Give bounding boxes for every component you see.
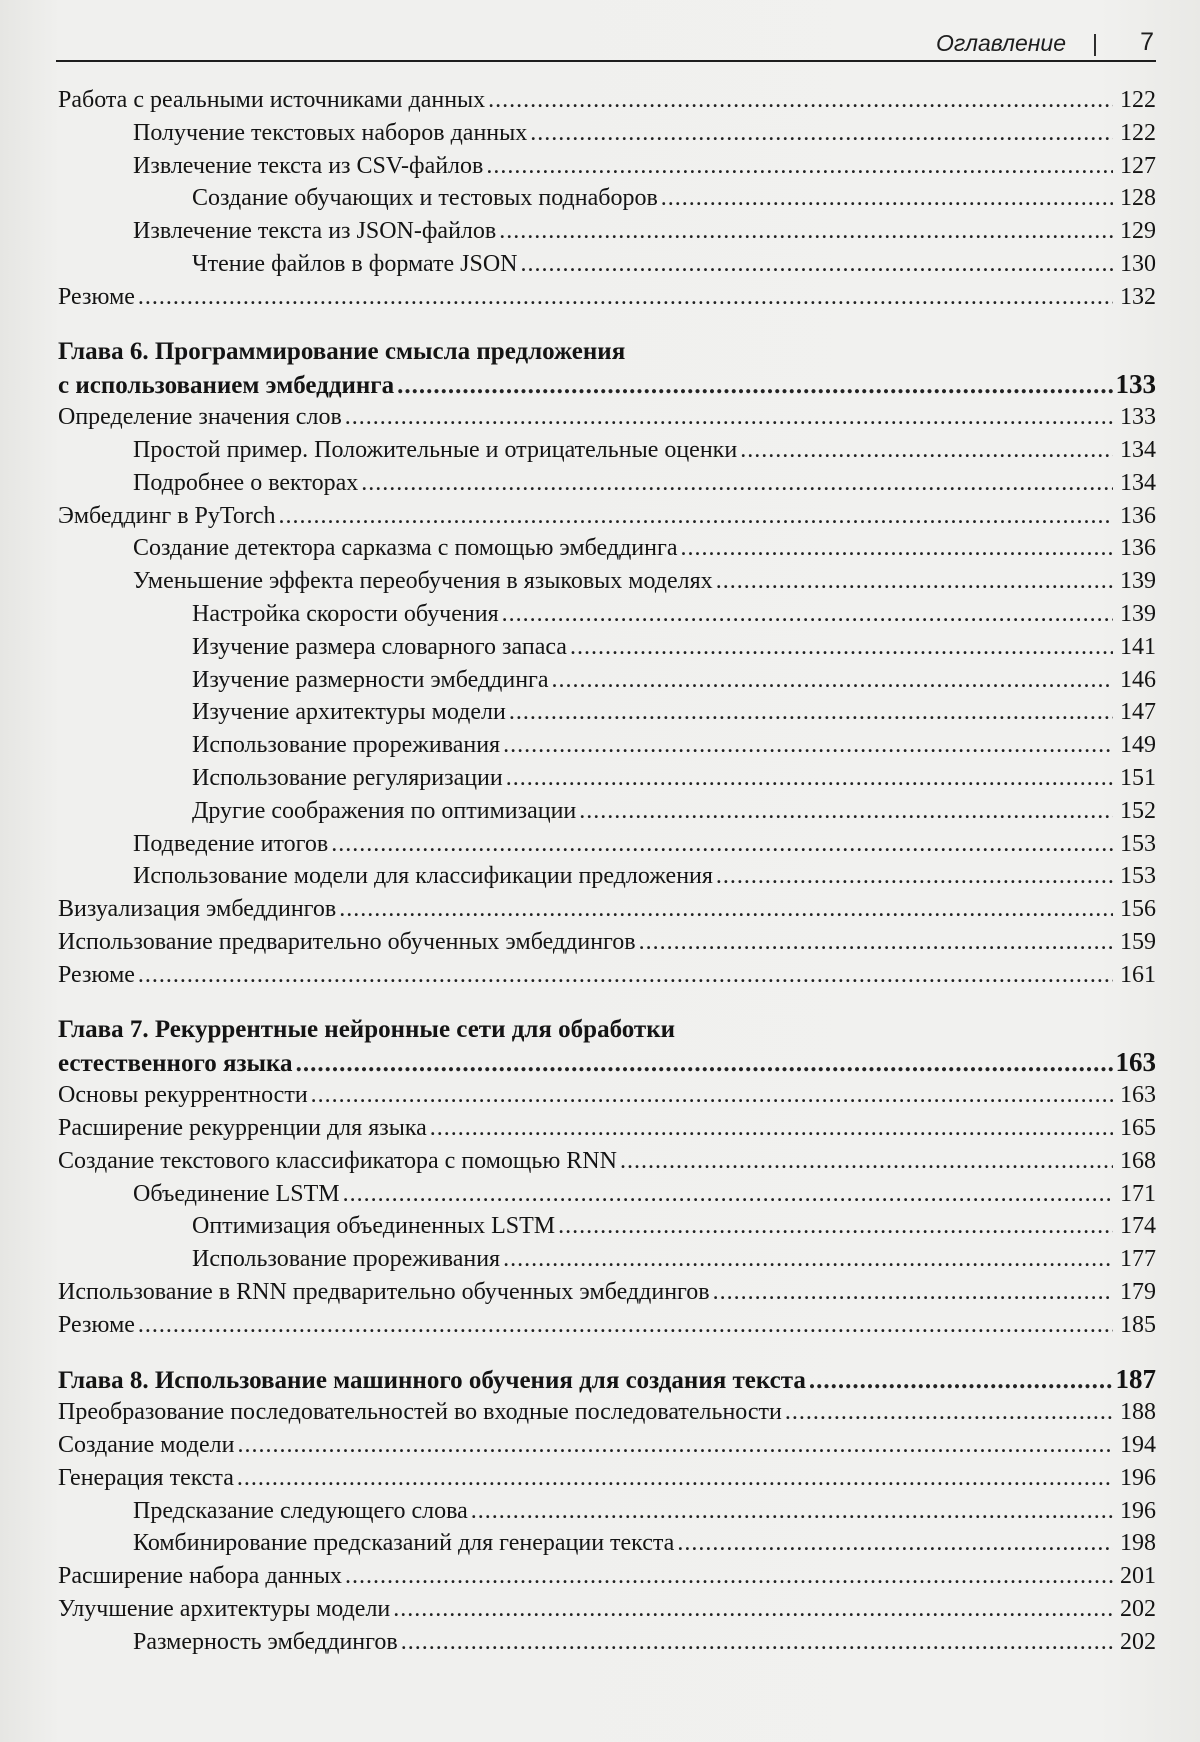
toc-leader-dots [345,401,1113,434]
toc-entry [58,926,1156,959]
toc-page-number: 188 [1120,1399,1156,1426]
toc-entry-title: Расширение рекурренции для языка [58,1114,427,1141]
toc-entry-title: Изучение архитектуры модели [192,699,506,726]
toc-entry-title: Расширение набора данных [58,1563,343,1590]
toc-entry-title: Использование предварительно обученных эмбеддингов [58,928,636,955]
toc-entry-title: Простой пример. Положительные и отрицательные оценки [133,436,738,463]
toc-entry-title: Настройка скорости обучения [192,600,499,627]
toc-entry [58,565,1156,598]
toc-page-number: 168 [1120,1147,1156,1174]
toc-page-number: 139 [1120,568,1156,595]
toc-leader-dots [809,1365,1113,1398]
toc-leader-dots [237,1429,1113,1462]
toc-entry [58,1112,1156,1145]
toc-leader-dots [681,532,1114,565]
toc-entry [58,1560,1156,1593]
toc-entry-title: Извлечение текста из JSON-файлов [133,218,497,245]
toc-entry-title: Создание модели [58,1432,235,1459]
toc-page-number: 202 [1120,1628,1156,1655]
toc-leader-dots [509,696,1113,729]
table-of-contents [58,84,1156,1659]
toc-page-number: 127 [1120,152,1156,179]
toc-entry-title: Изучение размерности эмбеддинга [192,666,549,693]
toc-entry [58,1429,1156,1462]
toc-entry-title: Другие соображения по оптимизации [192,797,577,824]
toc-entry-title: Объединение LSTM [133,1180,340,1207]
toc-page-number: 139 [1120,600,1156,627]
toc-entry [58,281,1156,314]
toc-page-number: 136 [1120,535,1156,562]
toc-entry [58,1243,1156,1276]
toc-page-number: 134 [1120,469,1156,496]
toc-entry-title: Работа с реальными источниками данных [58,87,486,113]
toc-leader-dots [785,1396,1113,1429]
toc-page-number: 201 [1120,1563,1156,1590]
toc-chapter-title: Глава 7. Рекуррентные нейронные сети для обработки [58,1015,676,1043]
toc-entry-title: Улучшение архитектуры модели [58,1596,391,1623]
toc-leader-dots [521,248,1114,281]
toc-entry-title: Использование модели для классификации предложения [133,863,713,890]
toc-chapter-title: Глава 6. Программирование смысла предложения [58,337,626,365]
toc-page-number: 202 [1120,1596,1156,1623]
toc-entry-title: Визуализация эмбеддингов [58,896,337,923]
toc-leader-dots [530,117,1113,150]
toc-page-number: 165 [1120,1114,1156,1141]
toc-entry [58,84,1156,117]
toc-page-number: 187 [1115,1364,1156,1395]
toc-page-number: 156 [1120,896,1156,923]
toc-entry-title: Предсказание следующего слова [133,1497,468,1524]
toc-entry [58,1626,1156,1659]
toc-leader-dots [471,1495,1113,1528]
toc-entry [58,500,1156,533]
toc-entry-title: Использование в RNN предварительно обученных эмбеддингов [58,1278,710,1305]
toc-entry [58,117,1156,150]
toc-entry-title: Преобразование последовательностей во входные последовательности [58,1399,782,1426]
toc-leader-dots [401,1626,1113,1659]
toc-entry-title: Изучение размера словарного запаса [192,633,567,660]
toc-entry-title: Чтение файлов в формате JSON [192,250,518,277]
toc-entry-title: Определение значения слов [58,404,342,431]
toc-leader-dots [499,215,1113,248]
toc-page-number: 146 [1120,666,1156,693]
toc-leader-dots [503,729,1113,762]
toc-entry [58,1309,1156,1342]
toc-entry-title: Создание детектора сарказма с помощью эмбеддинга [133,535,678,562]
toc-page-number: 152 [1120,797,1156,824]
toc-entry [58,1210,1156,1243]
toc-leader-dots [393,1593,1113,1626]
toc-entry [58,1593,1156,1626]
toc-chapter-line [58,368,1156,401]
toc-leader-dots [237,1462,1113,1495]
toc-leader-dots [343,1178,1113,1211]
toc-leader-dots [331,828,1113,861]
toc-leader-dots [279,500,1113,533]
toc-entry-title: Извлечение текста из CSV-файлов [133,152,484,179]
toc-leader-dots [677,1527,1113,1560]
toc-entry [58,795,1156,828]
toc-page-number: 133 [1120,404,1156,431]
toc-chapter-title: Глава 8. Использование машинного обучения для создания текста [58,1367,806,1395]
toc-leader-dots [716,860,1113,893]
toc-leader-dots [488,84,1113,117]
toc-entry-title: Размерность эмбеддингов [133,1628,398,1655]
toc-page-number: 153 [1120,863,1156,890]
toc-leader-dots [311,1079,1113,1112]
toc-leader-dots [397,370,1112,403]
toc-page-number: 179 [1120,1278,1156,1305]
running-header-separator: | [1092,30,1098,56]
toc-entry [58,150,1156,183]
toc-page-number: 194 [1120,1432,1156,1459]
toc-entry [58,729,1156,762]
toc-page-number: 122 [1120,119,1156,146]
toc-leader-dots [661,182,1113,215]
toc-leader-dots [430,1112,1113,1145]
toc-page-number: 177 [1120,1246,1156,1273]
toc-leader-dots [570,631,1113,664]
toc-entry-title: Резюме [58,1311,135,1338]
toc-page-number: 132 [1120,283,1156,310]
toc-chapter-line [58,336,1156,369]
toc-page-number: 149 [1120,732,1156,759]
toc-entry [58,828,1156,861]
toc-page-number: 161 [1120,961,1156,988]
toc-entry [58,631,1156,664]
toc-entry [58,1462,1156,1495]
toc-leader-dots [138,959,1113,992]
toc-leader-dots [296,1048,1113,1081]
toc-page-number: 151 [1120,764,1156,791]
toc-entry-title: Эмбеддинг в PyTorch [58,502,276,529]
toc-page-number: 134 [1120,436,1156,463]
toc-entry [58,598,1156,631]
toc-entry [58,1495,1156,1528]
toc-entry-title: Основы рекуррентности [58,1082,308,1109]
toc-page-number: 122 [1120,87,1156,113]
toc-entry [58,434,1156,467]
toc-entry [58,532,1156,565]
toc-page-number: 171 [1120,1180,1156,1207]
toc-page-number: 141 [1120,633,1156,660]
toc-entry-title: Подробнее о векторах [133,469,359,496]
toc-entry [58,1145,1156,1178]
toc-page-number: 159 [1120,928,1156,955]
toc-page-number: 136 [1120,502,1156,529]
toc-entry-title: Использование прореживания [192,1246,501,1273]
toc-leader-dots [345,1560,1113,1593]
toc-page-number: 198 [1120,1530,1156,1557]
toc-entry [58,762,1156,795]
toc-entry-title: Использование регуляризации [192,764,503,791]
toc-entry-title: Комбинирование предсказаний для генерации текста [133,1530,675,1557]
running-header [56,14,1156,62]
toc-leader-dots [716,565,1113,598]
running-header-title: Оглавление [936,30,1066,56]
toc-leader-dots [620,1145,1113,1178]
toc-page-number: 128 [1120,185,1156,212]
toc-entry-title: Генерация текста [58,1464,234,1491]
toc-entry [58,696,1156,729]
toc-leader-dots [486,150,1113,183]
toc-entry [58,1079,1156,1112]
toc-page-number: 196 [1120,1464,1156,1491]
toc-entry [58,1396,1156,1429]
toc-entry [58,467,1156,500]
page-number: 7 [1140,28,1154,56]
toc-leader-dots [552,664,1113,697]
toc-leader-dots [361,467,1113,500]
toc-page-number: 185 [1120,1311,1156,1338]
toc-entry [58,182,1156,215]
toc-entry [58,860,1156,893]
toc-chapter-line [58,1014,1156,1047]
toc-page-number: 153 [1120,830,1156,857]
toc-entry [58,1527,1156,1560]
toc-leader-dots [639,926,1113,959]
toc-page-number: 174 [1120,1213,1156,1240]
toc-entry [58,215,1156,248]
toc-entry-title: Получение текстовых наборов данных [133,119,528,146]
toc-entry-title: Создание обучающих и тестовых поднаборов [192,185,658,212]
toc-entry-title: Подведение итогов [133,830,329,857]
toc-leader-dots [579,795,1113,828]
toc-entry-title: Уменьшение эффекта переобучения в языковых моделях [133,568,713,595]
toc-leader-dots [740,434,1113,467]
toc-chapter-title: с использованием эмбеддинга [58,372,395,400]
toc-chapter-line [58,1363,1156,1396]
toc-entry-title: Оптимизация объединенных LSTM [192,1213,556,1240]
toc-chapter-line [58,1046,1156,1079]
toc-leader-dots [713,1276,1113,1309]
toc-leader-dots [339,893,1113,926]
toc-entry [58,1276,1156,1309]
toc-leader-dots [503,1243,1113,1276]
toc-leader-dots [502,598,1113,631]
toc-chapter-title: естественного языка [58,1050,293,1078]
toc-leader-dots [506,762,1113,795]
toc-page-number: 130 [1120,250,1156,277]
toc-entry [58,401,1156,434]
toc-entry [58,248,1156,281]
toc-page-number: 147 [1120,699,1156,726]
toc-entry-title: Использование прореживания [192,732,501,759]
toc-page-number: 163 [1120,1082,1156,1109]
toc-entry-title: Создание текстового классификатора с помощью RNN [58,1147,617,1174]
toc-leader-dots [558,1210,1113,1243]
toc-entry [58,664,1156,697]
toc-entry [58,893,1156,926]
toc-page-number: 163 [1115,1047,1156,1078]
toc-page-number: 133 [1115,369,1156,400]
toc-entry-title: Резюме [58,283,135,310]
toc-page-number: 129 [1120,218,1156,245]
toc-entry [58,959,1156,992]
toc-leader-dots [138,1309,1113,1342]
toc-page-number: 196 [1120,1497,1156,1524]
toc-leader-dots [138,281,1113,314]
toc-entry [58,1178,1156,1211]
toc-entry-title: Резюме [58,961,135,988]
